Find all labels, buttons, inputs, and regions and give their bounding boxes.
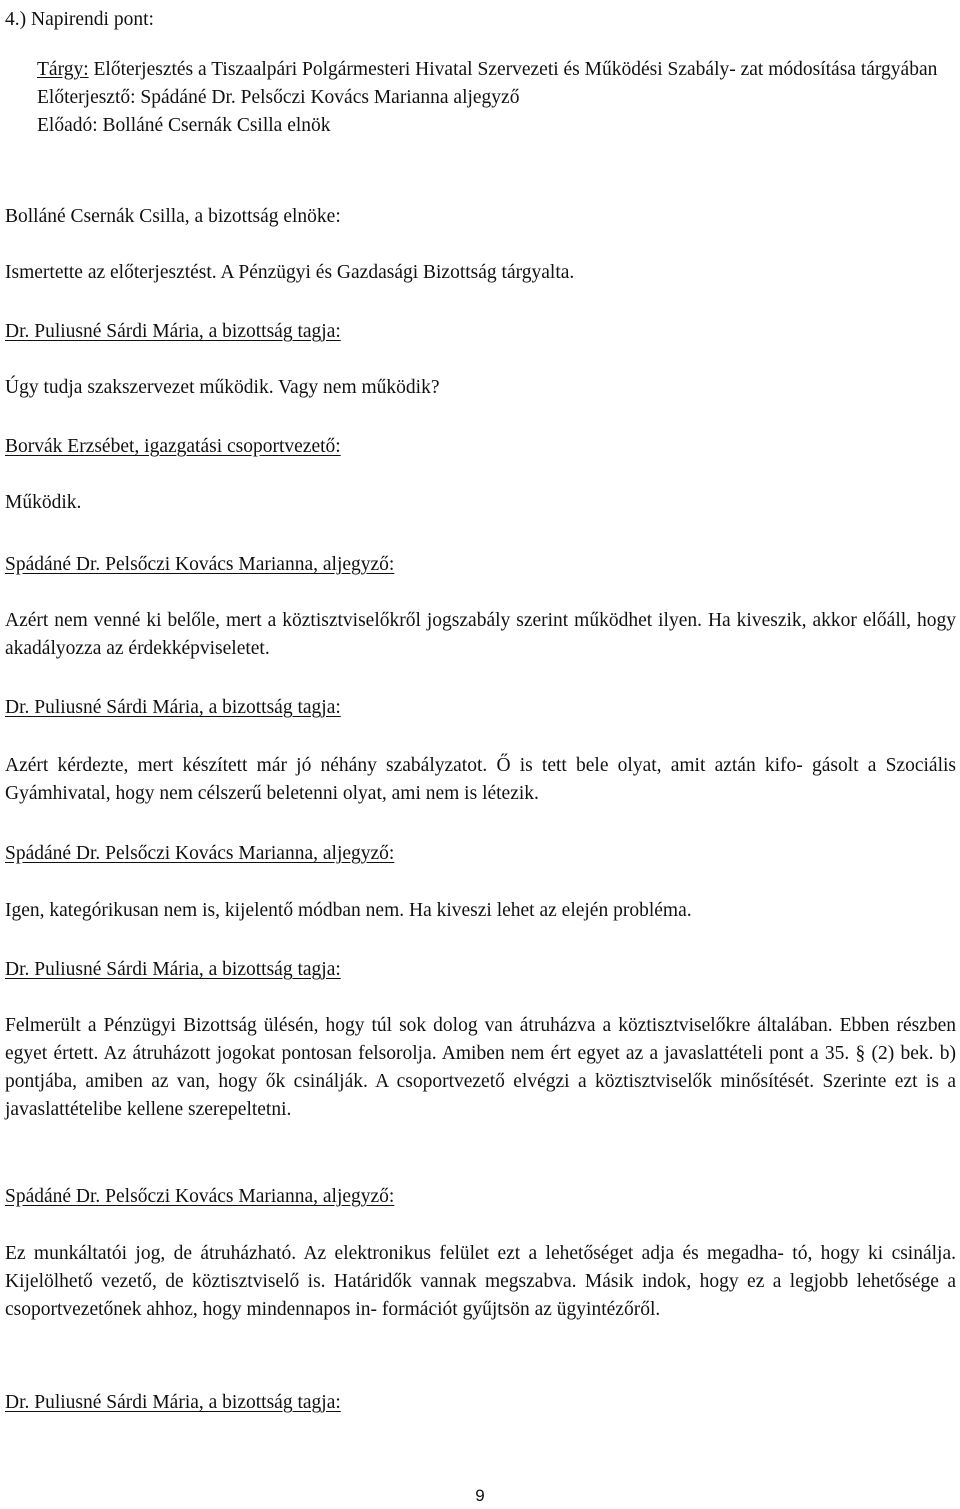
speaker-label: Spádáné Dr. Pelsőczi Kovács Marianna, aljegyző: (5, 1186, 395, 1207)
speech-text: Működik. (5, 492, 82, 513)
speech-text: Úgy tudja szakszervezet működik. Vagy nem működik? (5, 377, 440, 398)
speech-text: Ez munkáltatói jog, de átruházható. Az elektronikus felület ezt a lehetőséget adja és megadha- tó, hogy ki csinálja. Kijelölhető vezető, de köztisztviselő is. Határidők vannak megszabva. Másik indok, hogy ez a legjobb lehetősége a csoportvezetőnek ahhoz, hogy mindennapos in- formációt gyűjtsön az ügyintézőről. (5, 1243, 956, 1320)
speaker-label: Spádáné Dr. Pelsőczi Kovács Marianna, aljegyző: (5, 843, 395, 864)
agenda-block (37, 56, 959, 140)
speaker-label: Dr. Puliusné Sárdi Mária, a bizottság tagja: (5, 697, 341, 718)
agenda-presenter: Előadó: Bolláné Csernák Csilla elnök (37, 115, 331, 136)
speaker-label: Dr. Puliusné Sárdi Mária, a bizottság tagja: (5, 1392, 341, 1413)
speech-text: Azért kérdezte, mert készített már jó néhány szabályzatot. Ő is tett bele olyat, amit aztán kifo- gásolt a Szociális Gyámhivatal, hogy nem célszerű beletenni olyat, ami nem is létezik. (5, 755, 956, 804)
speech-text: Felmerült a Pénzügyi Bizottság ülésén, hogy túl sok dolog van átruházva a köztisztviselőkre általában. Ebben részben egyet értett. Az átruházott jogokat pontosan felsorolja. Amiben nem ért egyet az a javaslattételi pont a 35. § (2) bek. b) pontjába, amiben az van, hogy ők csinálják. A csoportvezető elvégzi a köztisztviselők minősítését. Szerinte ezt is a javaslattételibe kellene szerepeltetni. (5, 1015, 956, 1120)
speaker-label: Dr. Puliusné Sárdi Mária, a bizottság tagja: (5, 321, 341, 342)
subject-label: Tárgy: (37, 59, 89, 80)
agenda-heading: 4.) Napirendi pont: (5, 9, 154, 30)
speaker-label: Bolláné Csernák Csilla, a bizottság elnöke: (5, 206, 341, 227)
speech-text: Ismertette az előterjesztést. A Pénzügyi és Gazdasági Bizottság tárgyalta. (5, 262, 575, 283)
speech-text: Azért nem venné ki belőle, mert a köztisztviselőkről jogszabály szerint működhet ilyen. Ha kiveszik, akkor előáll, hogy akadályozza az érdekképviseletet. (5, 610, 956, 659)
speaker-label: Spádáné Dr. Pelsőczi Kovács Marianna, aljegyző: (5, 554, 395, 575)
speaker-label: Borvák Erzsébet, igazgatási csoportvezető: (5, 436, 341, 457)
agenda-submitter: Előterjesztő: Spádáné Dr. Pelsőczi Kovács Marianna aljegyző (37, 87, 520, 108)
speaker-label: Dr. Puliusné Sárdi Mária, a bizottság tagja: (5, 959, 341, 980)
speech-text: Igen, kategórikusan nem is, kijelentő módban nem. Ha kiveszi lehet az elején probléma. (5, 900, 692, 921)
page-number: 9 (475, 1486, 485, 1505)
agenda-subject (37, 56, 959, 84)
subject-text: Előterjesztés a Tiszaalpári Polgármesteri Hivatal Szervezeti és Működési Szabály- zat módosítása tárgyában (93, 59, 938, 80)
